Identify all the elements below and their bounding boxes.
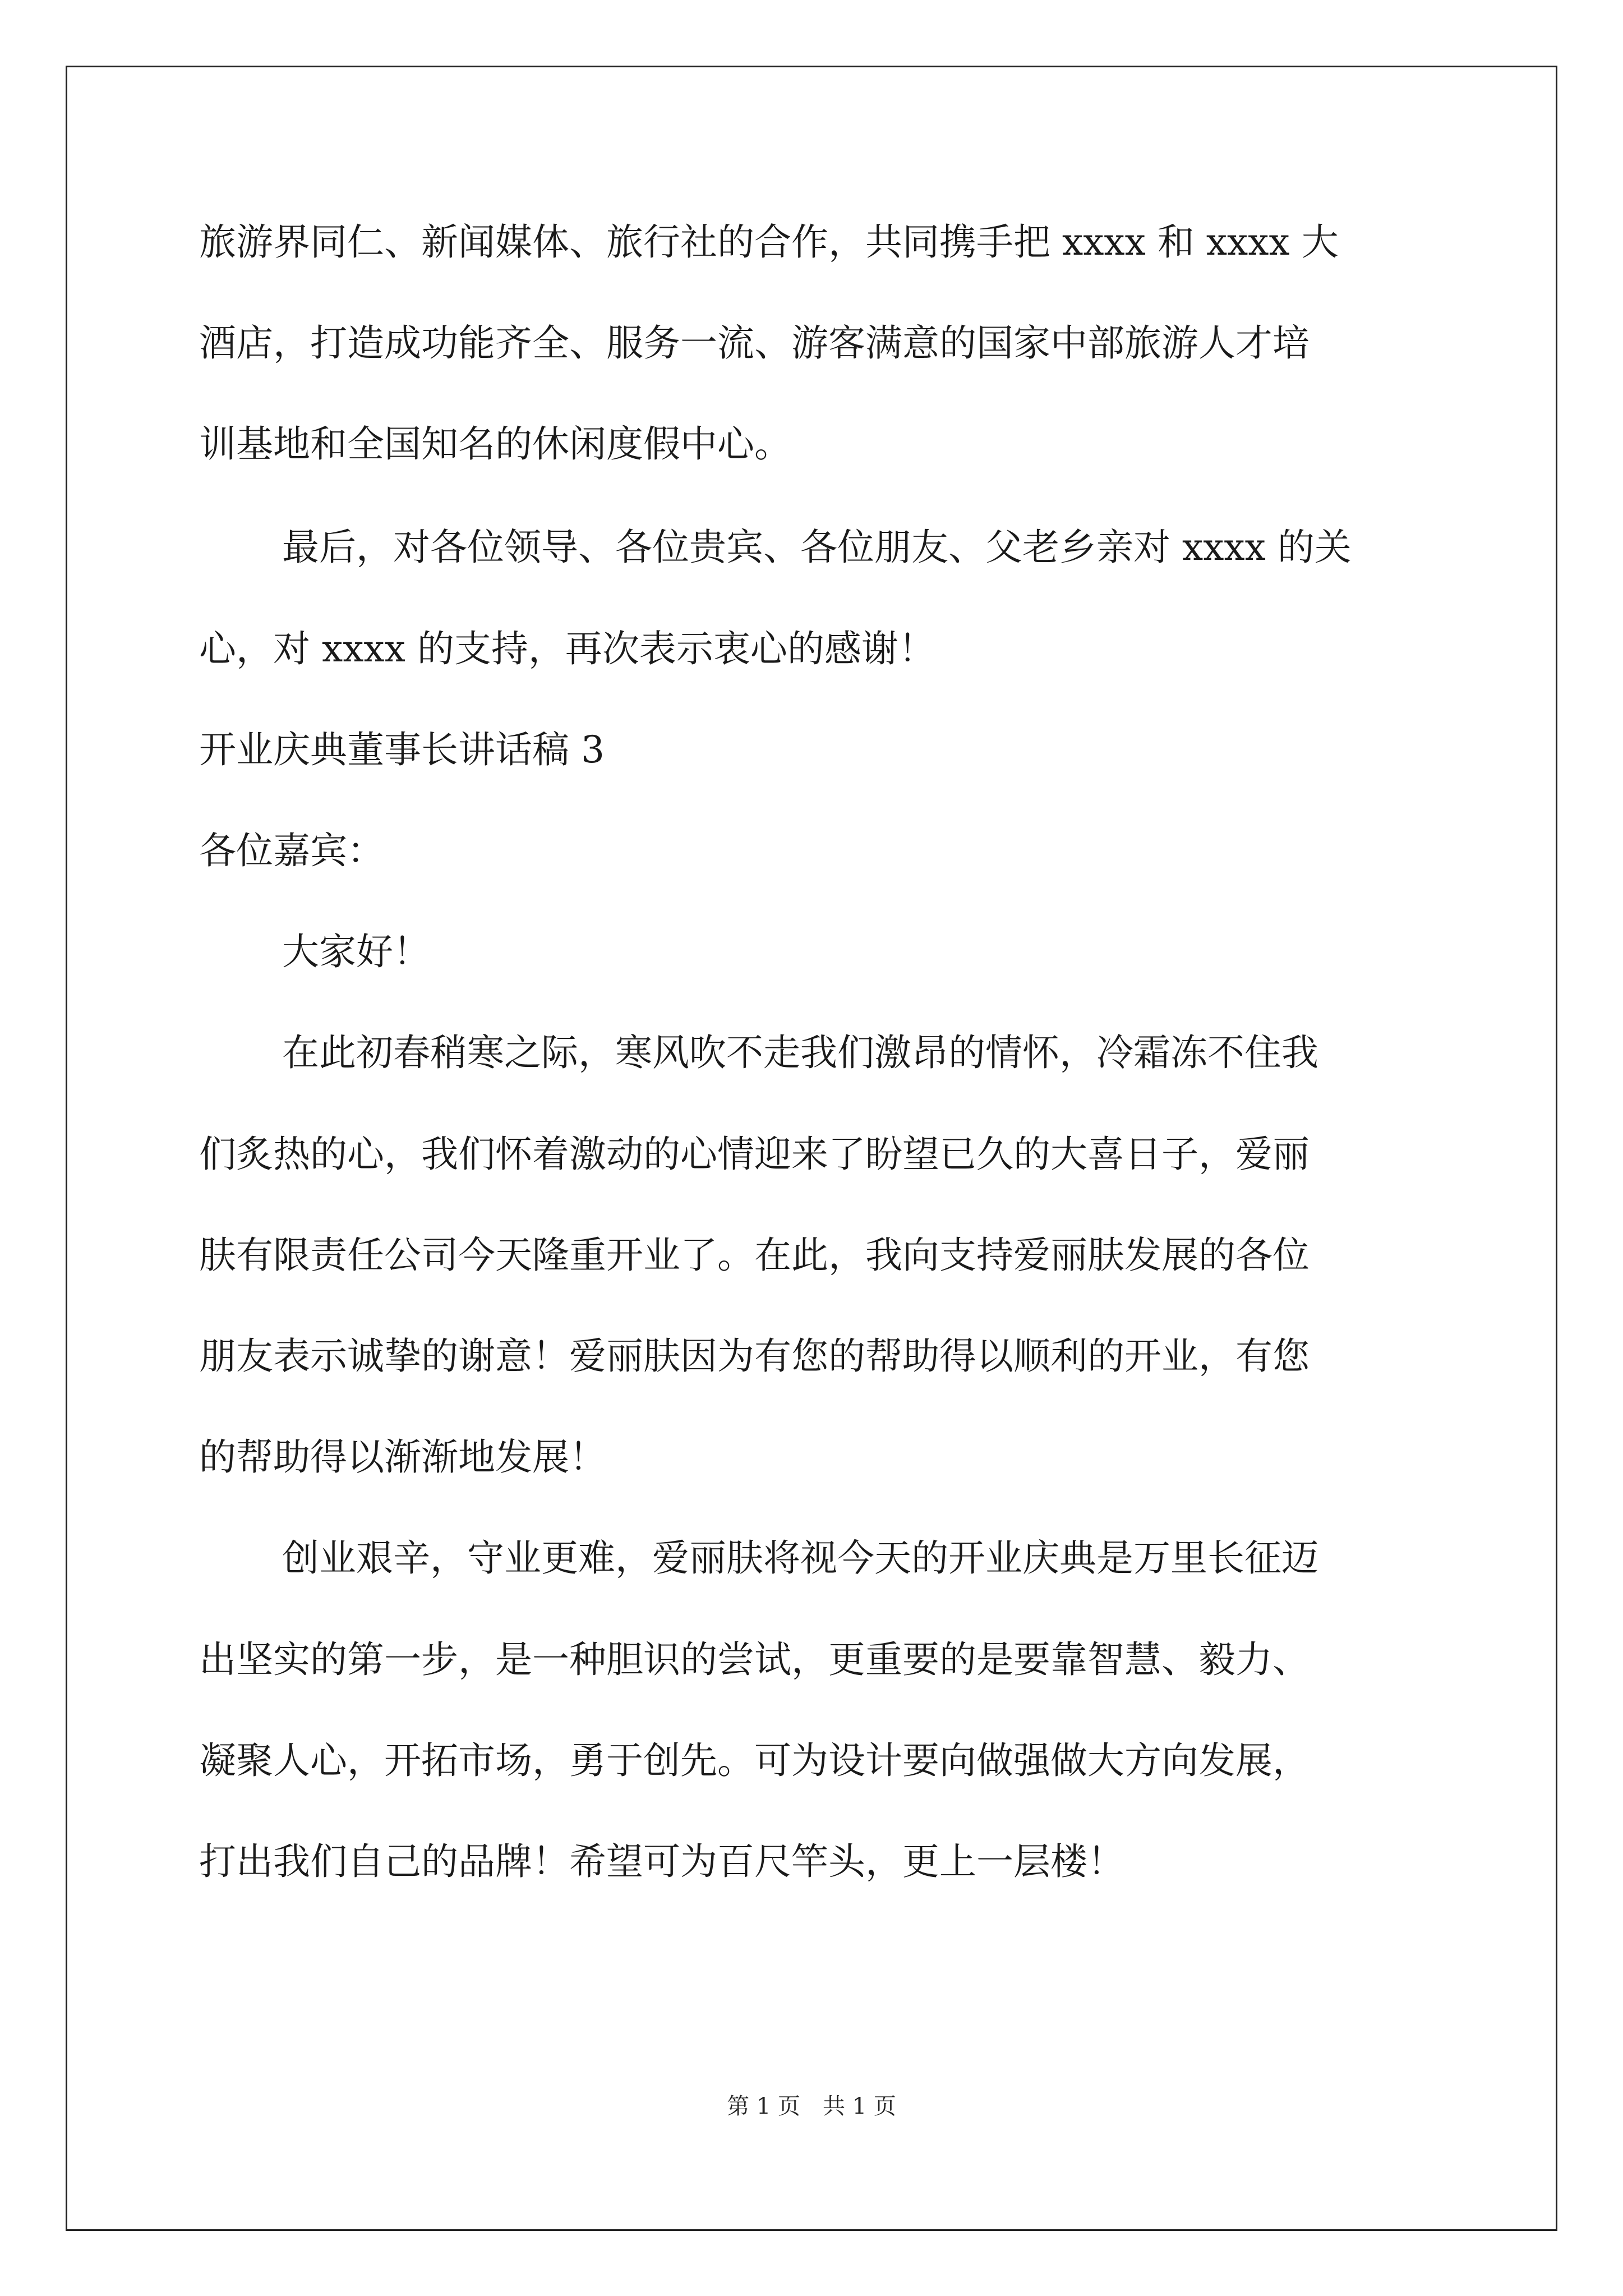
page-footer: 第 1 页 共 1 页 [727, 2093, 896, 2119]
text-line-16: 凝聚人心，开拓市场，勇于创先。可为设计要向做强做大方向发展， [199, 1739, 1310, 1782]
text-line-17: 打出我们自己的品牌！希望可为百尺竿头，更上一层楼！ [199, 1840, 1124, 1883]
text-line-10: 们炙热的心，我们怀着激动的心情迎来了盼望已久的大喜日子，爱丽 [199, 1133, 1310, 1176]
text-line-11: 肤有限责任公司今天隆重开业了。在此，我向支持爱丽肤发展的各位 [199, 1234, 1310, 1277]
greeting: 大家好！ [282, 930, 430, 973]
text-line-5: 心，对 xxxx 的支持，再次表示衷心的感谢！ [199, 627, 935, 670]
text-line-15: 出坚实的第一步，是一种胆识的尝试，更重要的是要靠智慧、毅力、 [199, 1638, 1310, 1681]
text-line-3: 训基地和全国知名的休闲度假中心。 [199, 422, 791, 466]
text-line-4: 最后，对各位领导、各位贵宾、各位朋友、父老乡亲对 xxxx 的关 [282, 526, 1352, 569]
section-heading: 开业庆典董事长讲话稿 3 [199, 728, 605, 771]
text-line-9: 在此初春稍寒之际，寒风吹不走我们激昂的情怀，冷霜冻不住我 [282, 1031, 1318, 1074]
salutation: 各位嘉宾： [199, 829, 384, 872]
text-line-2: 酒店，打造成功能齐全、服务一流、游客满意的国家中部旅游人才培 [199, 321, 1310, 365]
text-line-13: 的帮助得以渐渐地发展！ [199, 1435, 606, 1479]
text-line-12: 朋友表示诚挚的谢意！爱丽肤因为有您的帮助得以顺利的开业，有您 [199, 1335, 1310, 1378]
text-line-1: 旅游界同仁、新闻媒体、旅行社的合作，共同携手把 xxxx 和 xxxx 大 [199, 220, 1339, 264]
text-line-14: 创业艰辛，守业更难，爱丽肤将视今天的开业庆典是万里长征迈 [282, 1536, 1318, 1580]
